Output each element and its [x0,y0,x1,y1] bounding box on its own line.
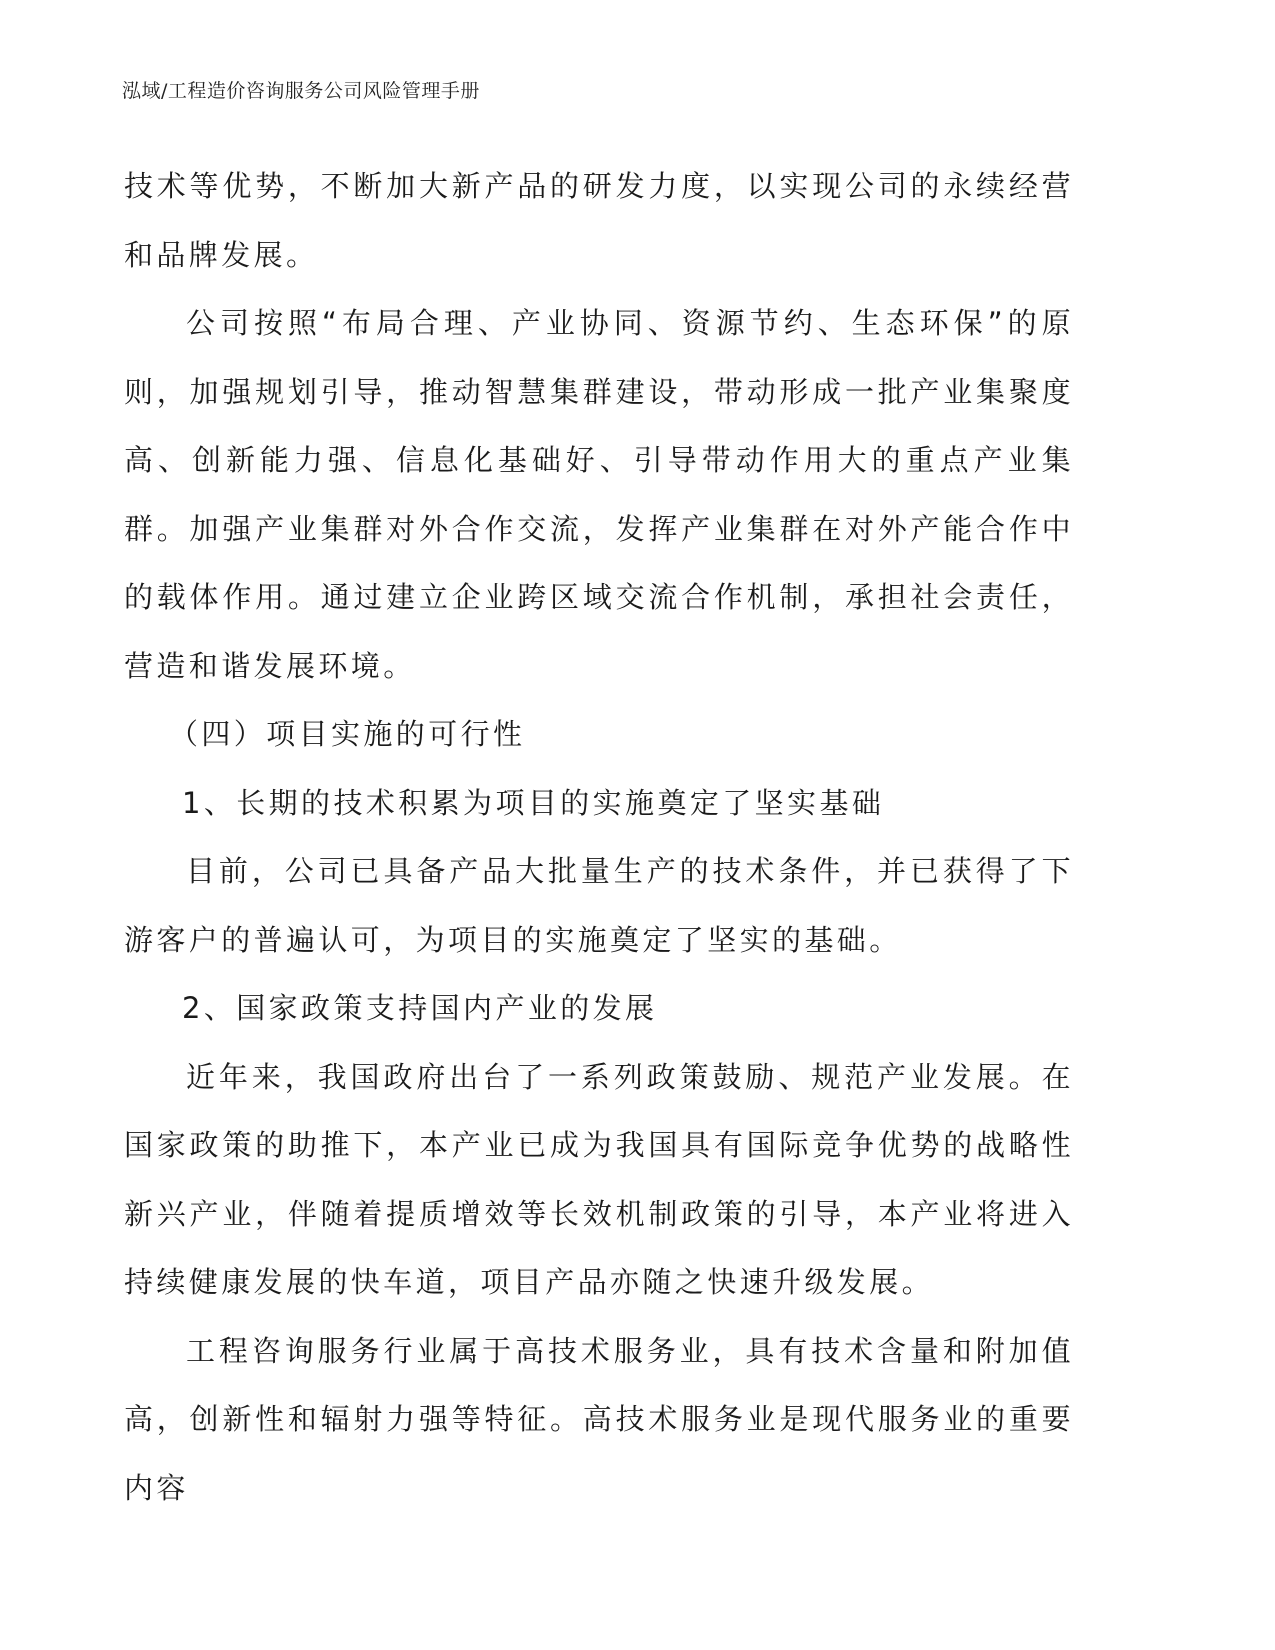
document-body [124,152,1074,1522]
paragraph-3: 目前，公司已具备产品大批量生产的技术条件，并已获得了下游客户的普遍认可，为项目的实施奠定了坚实的基础。 [124,854,1074,957]
paragraph-1: 技术等优势，不断加大新产品的研发力度，以实现公司的永续经营和品牌发展。 [124,169,1074,272]
paragraph-2: 公司按照“布局合理、产业协同、资源节约、生态环保”的原则，加强规划引导，推动智慧集群建设，带动形成一批产业集聚度高、创新能力强、信息化基础好、引导带动作用大的重点产业集群。加强产业集群对外合作交流，发挥产业集群在对外产能合作中的载体作用。通过建立企业跨区域交流合作机制，承担社会责任，营造和谐发展环境。 [124,306,1074,683]
subheading-2: 2、国家政策支持国内产业的发展 [182,991,658,1025]
subheading-1: 1、长期的技术积累为项目的实施奠定了坚实基础 [182,785,885,820]
paragraph-5: 工程咨询服务行业属于高技术服务业，具有技术含量和附加值高，创新性和辐射力强等特征。高技术服务业是现代服务业的重要内容 [124,1333,1074,1505]
page-header: 泓域/工程造价咨询服务公司风险管理手册 [122,80,480,102]
paragraph-4: 近年来，我国政府出台了一系列政策鼓励、规范产业发展。在国家政策的助推下，本产业已成为我国具有国际竞争优势的战略性新兴产业，伴随着提质增效等长效机制政策的引导，本产业将进入持续健康发展的快车道，项目产品亦随之快速升级发展。 [124,1059,1074,1299]
section-heading-4: （四）项目实施的可行性 [169,717,526,751]
